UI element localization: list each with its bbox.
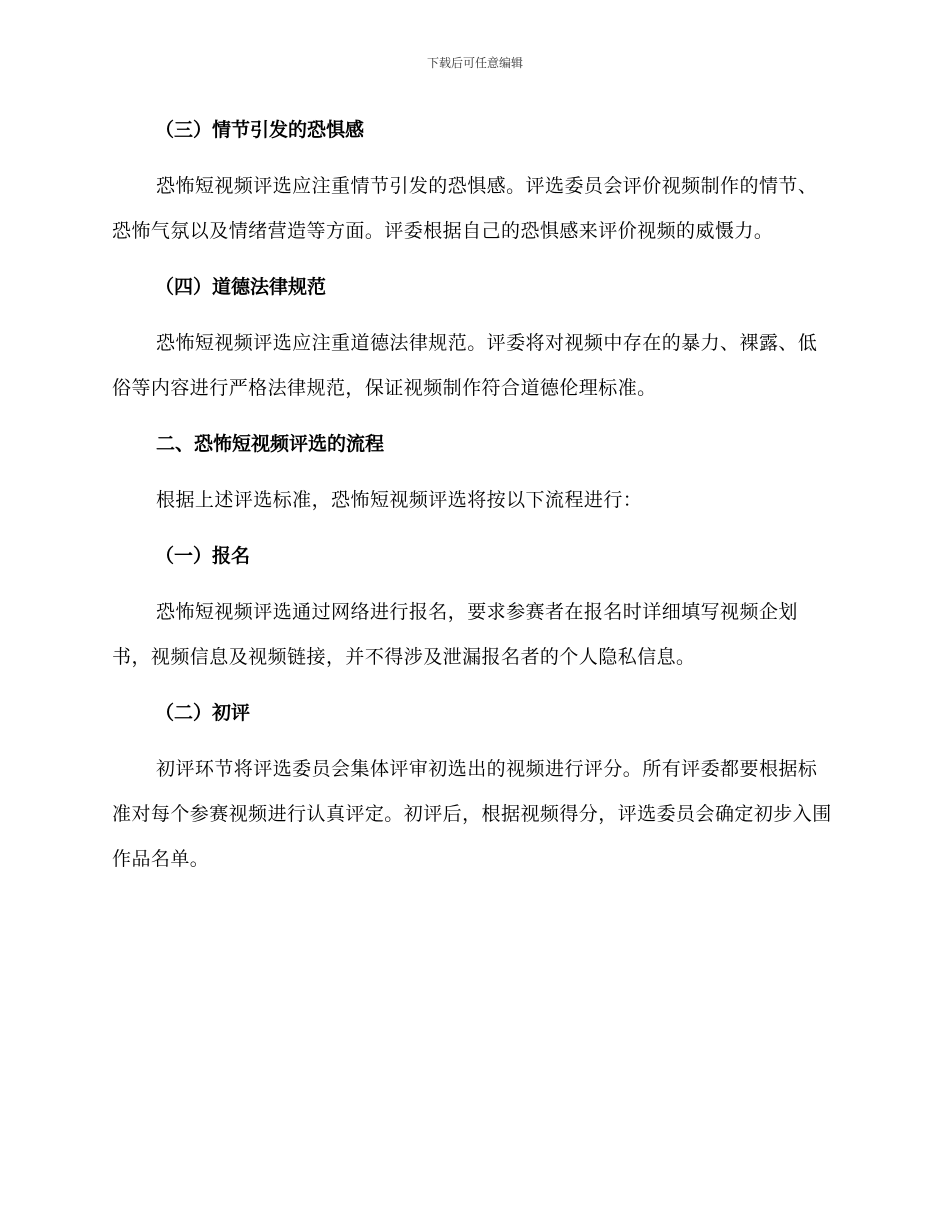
section-heading-process: 二、恐怖短视频评选的流程 bbox=[156, 433, 385, 455]
document-body bbox=[112, 108, 832, 893]
paragraph-registration: 恐怖短视频评选通过网络进行报名，要求参赛者在报名时详细填写视频企划书，视频信息及视频链接，并不得涉及泄漏报名者的个人隐私信息。 bbox=[112, 601, 798, 668]
section-heading-plot-fear: （三）情节引发的恐惧感 bbox=[155, 119, 365, 141]
paragraph-moral-law: 恐怖短视频评选应注重道德法律规范。评委将对视频中存在的暴力、裸露、低俗等内容进行严格法律规范，保证视频制作符合道德伦理标准。 bbox=[112, 332, 818, 399]
paragraph-process-intro: 根据上述评选标准，恐怖短视频评选将按以下流程进行： bbox=[156, 489, 643, 511]
section-heading-preliminary: （二）初评 bbox=[155, 702, 251, 724]
section-heading-registration: （一）报名 bbox=[155, 545, 251, 567]
paragraph-plot-fear: 恐怖短视频评选应注重情节引发的恐惧感。评选委员会评价视频制作的情节、恐怖气氛以及情绪营造等方面。评委根据自己的恐惧感来评价视频的威慑力。 bbox=[112, 175, 818, 242]
paragraph-preliminary: 初评环节将评选委员会集体评审初选出的视频进行评分。所有评委都要根据标准对每个参赛视频进行认真评定。初评后，根据视频得分，评选委员会确定初步入围作品名单。 bbox=[112, 758, 832, 870]
page-header-note: 下载后可任意编辑 bbox=[426, 56, 523, 70]
section-heading-moral-law: （四）道德法律规范 bbox=[155, 276, 327, 298]
